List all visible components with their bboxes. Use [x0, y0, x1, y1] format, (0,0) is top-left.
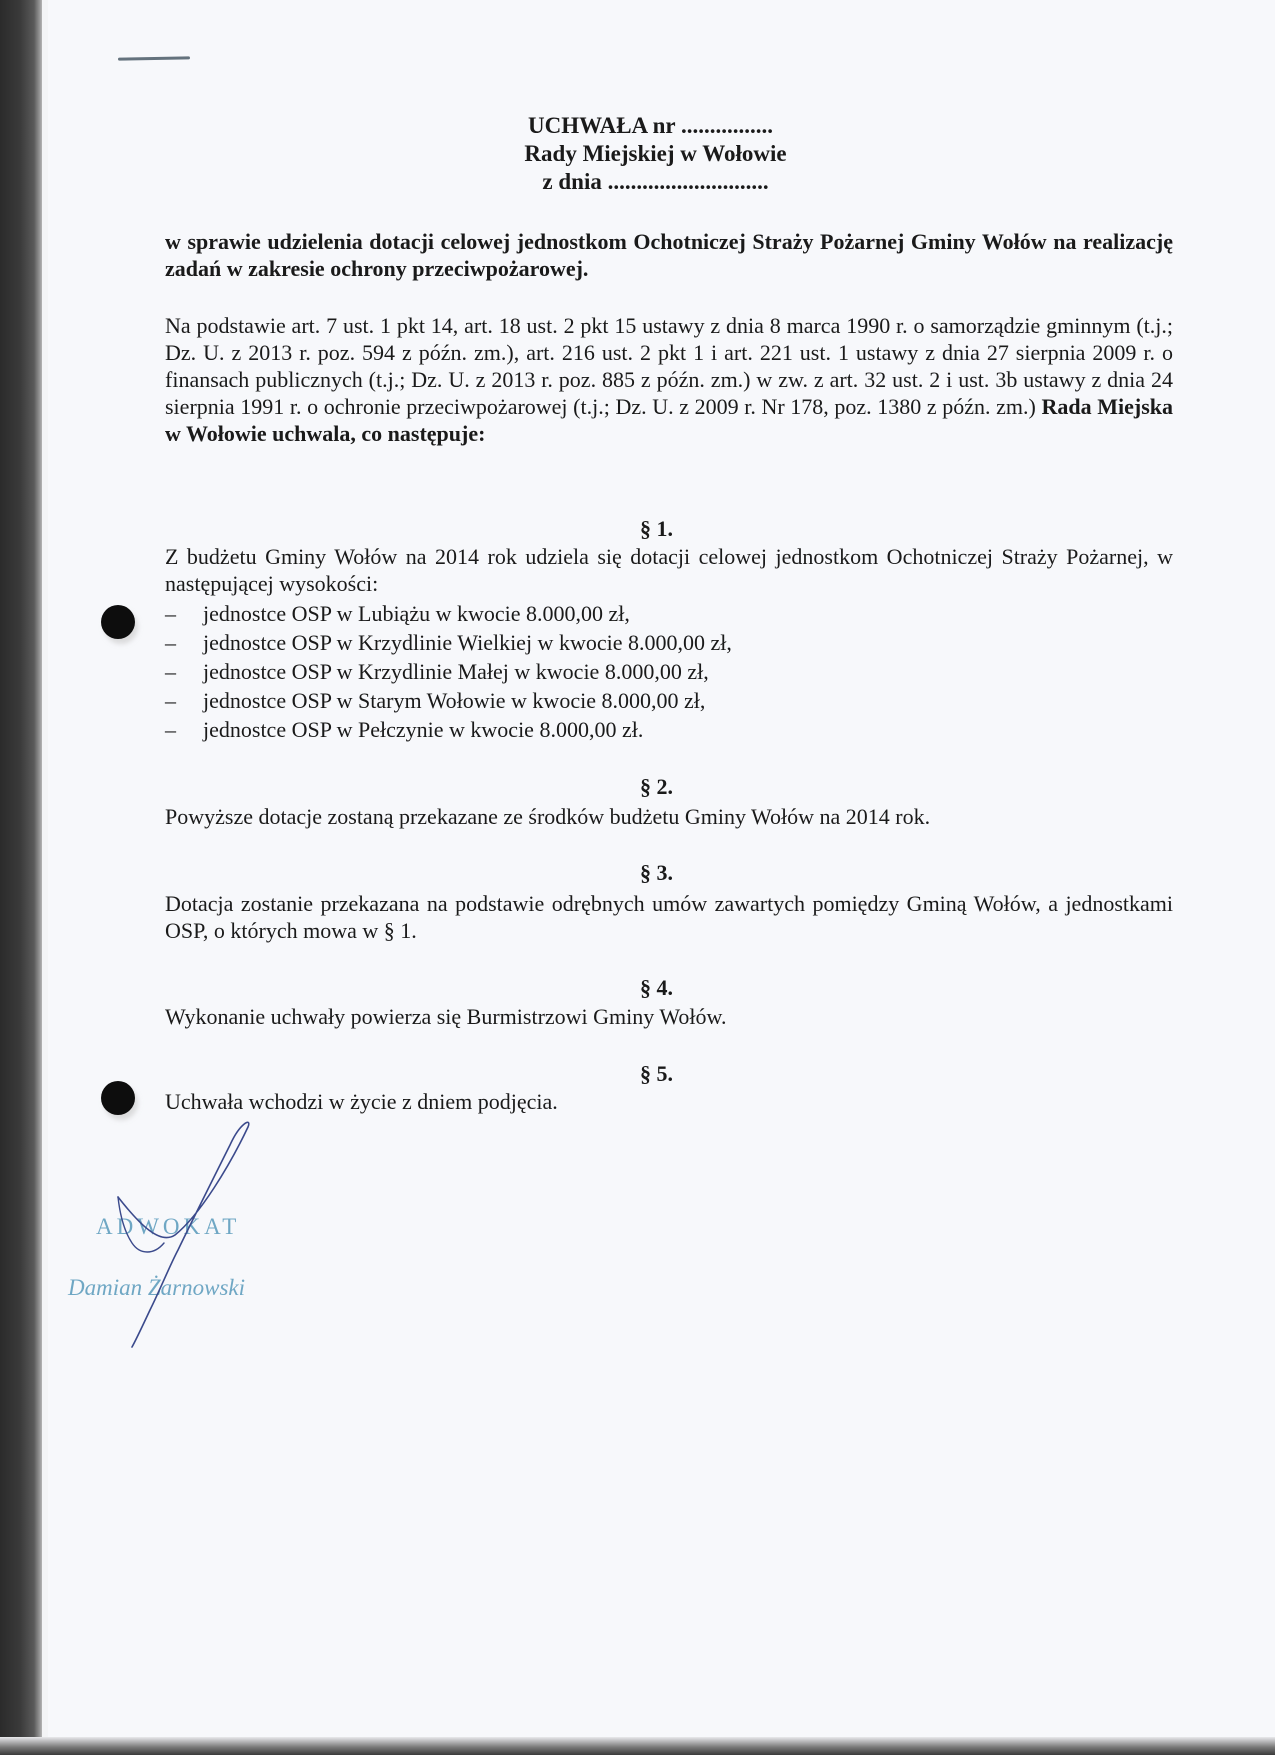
resolution-date: z dnia ............................ [542, 169, 769, 194]
list-item-text: jednostce OSP w Krzydlinie Małej w kwocie 8.000,00 zł, [203, 659, 709, 684]
list-item [165, 628, 732, 657]
paragraph-1-text: Z budżetu Gminy Wołów na 2014 rok udziela się dotacji celowej jednostkom Ochotniczej Straży Pożarnej, w następującej wysokości: [165, 544, 1173, 596]
council-name: Rady Miejskiej w Wołowie [524, 141, 787, 166]
grant-list [165, 599, 732, 744]
list-item-text: jednostce OSP w Krzydlinie Wielkiej w kwocie 8.000,00 zł, [203, 630, 732, 655]
legal-basis [165, 312, 1173, 447]
punch-hole [101, 1081, 135, 1115]
list-dash: – [165, 688, 176, 713]
list-item [165, 686, 732, 715]
list-item-text: jednostce OSP w Pełczynie w kwocie 8.000,00 zł. [203, 717, 644, 742]
resolution-number: UCHWAŁA nr ................ [528, 113, 773, 138]
list-dash: – [165, 659, 176, 684]
handwritten-signature [80, 1115, 340, 1355]
scan-bottom-edge [0, 1737, 1275, 1755]
list-item-text: jednostce OSP w Starym Wołowie w kwocie 8.000,00 zł, [203, 688, 706, 713]
legal-basis-conclusion: Rada Miejska w Wołowie uchwala, co następuje: [165, 394, 1173, 446]
paragraph-5-heading: § 5. [640, 1061, 673, 1086]
legal-basis-text: Na podstawie art. 7 ust. 1 pkt 14, art. 18 ust. 2 pkt 15 ustawy z dnia 8 marca 1990 r. o samorządzie gminnym (t.j.; Dz. U. z 2013 r. poz. 594 z późn. zm.), art. 216 ust. 2 pkt 1 i art. 221 ust. 1 ustawy z dnia 27 sierpnia 2009 r. o finansach publicznych (t.j.; Dz. U. z 2013 r. poz. 885 z późn. zm.) w zw. z art. 32 ust. 2 i ust. 3b ustawy z dnia 24 sierpnia 1991 r. o ochronie przeciwpożarowej (t.j.; Dz. U. z 2009 r. Nr 178, poz. 1380 z późn. zm.) [165, 313, 1173, 419]
paragraph-2-heading: § 2. [640, 774, 673, 799]
list-dash: – [165, 717, 176, 742]
stamp-name: Damian Żarnowski [68, 1275, 245, 1300]
list-item-text: jednostce OSP w Lubiążu w kwocie 8.000,00 zł, [203, 601, 630, 626]
paragraph-5-text: Uchwała wchodzi w życie z dniem podjęcia. [165, 1089, 558, 1114]
paragraph-3-heading: § 3. [640, 860, 673, 885]
stamp-title: ADWOKAT [96, 1214, 241, 1239]
punch-hole [101, 605, 135, 639]
list-dash: – [165, 630, 176, 655]
document-header [0, 112, 1275, 196]
list-item [165, 715, 732, 744]
paragraph-4-text: Wykonanie uchwały powierza się Burmistrzowi Gminy Wołów. [165, 1004, 727, 1029]
paragraph-1-heading: § 1. [640, 516, 673, 541]
paragraph-3-text: Dotacja zostanie przekazana na podstawie odrębnych umów zawartych pomiędzy Gminą Wołów, a jednostkami OSP, o których mowa w § 1. [165, 891, 1173, 943]
list-item [165, 657, 732, 686]
list-dash: – [165, 601, 176, 626]
resolution-subject: w sprawie udzielenia dotacji celowej jednostkom Ochotniczej Straży Pożarnej Gminy Wołów na realizację zadań w zakresie ochrony przeciwpożarowej. [165, 229, 1173, 281]
paragraph-2-text: Powyższe dotacje zostaną przekazane ze środków budżetu Gminy Wołów na 2014 rok. [165, 804, 931, 829]
paragraph-4-heading: § 4. [640, 975, 673, 1000]
list-item [165, 599, 732, 628]
